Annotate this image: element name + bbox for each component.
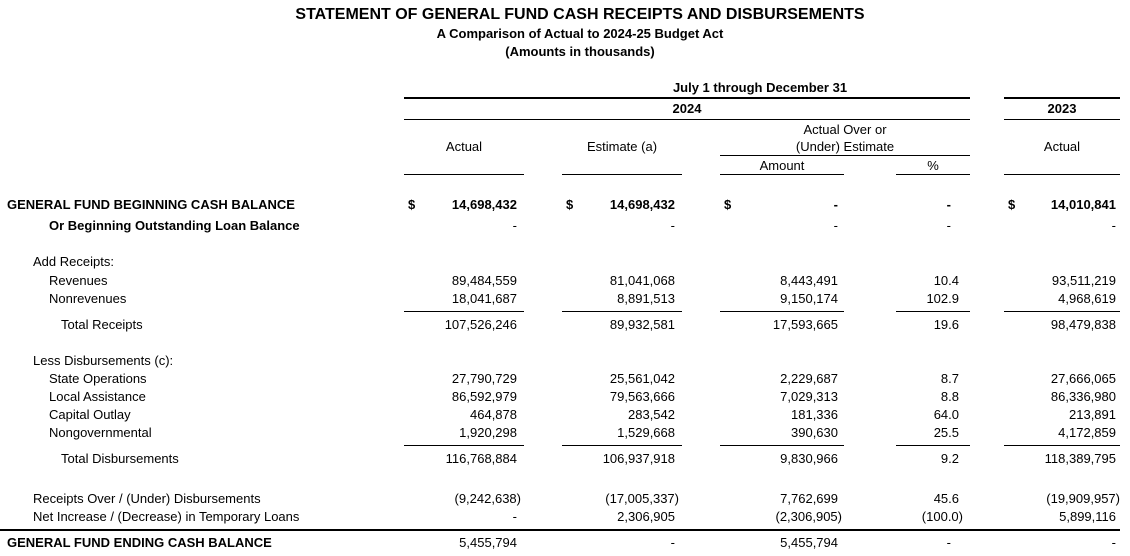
receipts-over-pct: 45.6: [933, 491, 959, 506]
total-disb-prior: 118,389,795: [1044, 451, 1116, 466]
section-less-disbursements: Less Disbursements (c):: [33, 353, 174, 368]
beginning-amount: -: [833, 197, 838, 212]
state-ops-estimate: 25,561,042: [609, 371, 675, 386]
capital-amount: 181,336: [791, 407, 838, 422]
year-current: 2024: [672, 101, 702, 116]
net-increase-prior: 5,899,116: [1059, 509, 1116, 524]
prior-year-rule: [1004, 119, 1120, 120]
period-header: July 1 through December 31: [672, 80, 848, 95]
row-receipts-over-label: Receipts Over / (Under) Disbursements: [33, 491, 261, 506]
row-local-asst-label: Local Assistance: [49, 389, 146, 404]
state-ops-amount: 2,229,687: [780, 371, 838, 386]
hdr-rule-estimate: [562, 174, 682, 175]
beginning-pct: -: [946, 197, 951, 212]
row-ending-label: GENERAL FUND ENDING CASH BALANCE: [7, 535, 272, 550]
total-receipts-actual: 107,526,246: [444, 317, 517, 332]
row-total-receipts-label: Total Receipts: [61, 317, 143, 332]
col-over-under-1: Actual Over or: [803, 122, 887, 137]
hdr-rule-pct: [896, 174, 970, 175]
capital-estimate: 283,542: [628, 407, 675, 422]
hdr-rule-prior: [1004, 174, 1120, 175]
row-net-increase-label: Net Increase / (Decrease) in Temporary Loans: [33, 509, 300, 524]
row-loan-label: Or Beginning Outstanding Loan Balance: [49, 218, 300, 233]
capital-prior: 213,891: [1069, 407, 1116, 422]
receipts-over-estimate: (17,005,337): [605, 491, 679, 506]
revenues-prior: 93,511,219: [1051, 273, 1116, 288]
row-state-ops-label: State Operations: [49, 371, 147, 386]
subtotal-rule: [896, 311, 970, 312]
dollar-sign: $: [408, 197, 416, 212]
beginning-actual: 14,698,432: [451, 197, 517, 212]
total-disb-actual: 116,768,884: [445, 451, 517, 466]
col-amount: Amount: [759, 158, 805, 173]
revenues-actual: 89,484,559: [451, 273, 517, 288]
subtotal-rule: [404, 445, 524, 446]
dollar-sign: $: [566, 197, 574, 212]
nongov-pct: 25.5: [933, 425, 959, 440]
beginning-prior: 14,010,841: [1050, 197, 1116, 212]
total-disb-amount: 9,830,966: [780, 451, 838, 466]
section-add-receipts: Add Receipts:: [33, 254, 114, 269]
revenues-estimate: 81,041,068: [609, 273, 675, 288]
row-nonrevenues-label: Nonrevenues: [49, 291, 127, 306]
row-revenues-label: Revenues: [49, 273, 108, 288]
nongov-estimate: 1,529,668: [617, 425, 675, 440]
state-ops-prior: 27,666,065: [1050, 371, 1116, 386]
revenues-amount: 8,443,491: [780, 273, 838, 288]
ending-pct: -: [946, 535, 951, 550]
report-units: (Amounts in thousands): [505, 44, 655, 59]
nongov-actual: 1,920,298: [459, 425, 517, 440]
col-actual: Actual: [445, 139, 483, 154]
nongov-amount: 390,630: [791, 425, 838, 440]
subtotal-rule: [896, 445, 970, 446]
col-pct: %: [927, 158, 939, 173]
state-ops-pct: 8.7: [940, 371, 959, 386]
ending-actual: 5,455,794: [459, 535, 517, 550]
hdr-rule-amount: [720, 174, 844, 175]
net-increase-estimate: 2,306,905: [617, 509, 675, 524]
local-asst-prior: 86,336,980: [1050, 389, 1116, 404]
total-receipts-estimate: 89,932,581: [609, 317, 675, 332]
ending-amount: 5,455,794: [780, 535, 838, 550]
total-disb-pct: 9.2: [940, 451, 959, 466]
total-receipts-prior: 98,479,838: [1050, 317, 1116, 332]
total-receipts-amount: 17,593,665: [772, 317, 838, 332]
subtotal-rule: [1004, 445, 1120, 446]
row-nongov-label: Nongovernmental: [49, 425, 152, 440]
report-title: STATEMENT OF GENERAL FUND CASH RECEIPTS AND DISBURSEMENTS: [295, 6, 865, 23]
loan-actual: -: [512, 218, 517, 233]
total-receipts-pct: 19.6: [933, 317, 959, 332]
col-estimate: Estimate (a): [586, 139, 658, 154]
hdr-rule-actual: [404, 174, 524, 175]
local-asst-pct: 8.8: [940, 389, 959, 404]
subtotal-rule: [404, 311, 524, 312]
nongov-prior: 4,172,859: [1058, 425, 1116, 440]
local-asst-amount: 7,029,313: [780, 389, 838, 404]
dollar-sign: $: [724, 197, 732, 212]
beginning-estimate: 14,698,432: [609, 197, 675, 212]
local-asst-actual: 86,592,979: [451, 389, 517, 404]
subtotal-rule: [720, 311, 844, 312]
nonrevenues-actual: 18,041,687: [451, 291, 517, 306]
dollar-sign: $: [1008, 197, 1016, 212]
nonrevenues-pct: 102.9: [926, 291, 959, 306]
subtotal-rule: [720, 445, 844, 446]
row-total-disb-label: Total Disbursements: [61, 451, 179, 466]
loan-amount: -: [833, 218, 838, 233]
loan-prior: -: [1111, 218, 1116, 233]
year-rule: [404, 119, 970, 120]
row-beginning-label: GENERAL FUND BEGINNING CASH BALANCE: [7, 197, 295, 212]
prior-year-rule-top: [1004, 97, 1120, 99]
local-asst-estimate: 79,563,666: [609, 389, 675, 404]
row-capital-label: Capital Outlay: [49, 407, 131, 422]
nonrevenues-estimate: 8,891,513: [617, 291, 675, 306]
year-prior: 2023: [1047, 101, 1077, 116]
col-over-under-2: (Under) Estimate: [795, 139, 895, 154]
ending-rule: [0, 529, 1120, 531]
subtotal-rule: [1004, 311, 1120, 312]
nonrevenues-prior: 4,968,619: [1058, 291, 1116, 306]
receipts-over-actual: (9,242,638): [454, 491, 521, 506]
subtotal-rule: [562, 311, 682, 312]
net-increase-pct: (100.0): [921, 509, 963, 524]
net-increase-actual: -: [512, 509, 517, 524]
period-rule: [404, 97, 970, 99]
receipts-over-amount: 7,762,699: [780, 491, 838, 506]
ending-estimate: -: [670, 535, 675, 550]
revenues-pct: 10.4: [933, 273, 959, 288]
capital-actual: 464,878: [470, 407, 517, 422]
ending-prior: -: [1111, 535, 1116, 550]
loan-pct: -: [946, 218, 951, 233]
loan-estimate: -: [670, 218, 675, 233]
state-ops-actual: 27,790,729: [451, 371, 517, 386]
col-prior-actual: Actual: [1043, 139, 1081, 154]
total-disb-estimate: 106,937,918: [602, 451, 675, 466]
report-subtitle: A Comparison of Actual to 2024-25 Budget Act: [436, 26, 724, 41]
net-increase-amount: (2,306,905): [775, 509, 842, 524]
nonrevenues-amount: 9,150,174: [780, 291, 838, 306]
subtotal-rule: [562, 445, 682, 446]
over-under-rule: [720, 155, 970, 156]
receipts-over-prior: (19,909,957): [1046, 491, 1120, 506]
capital-pct: 64.0: [933, 407, 959, 422]
